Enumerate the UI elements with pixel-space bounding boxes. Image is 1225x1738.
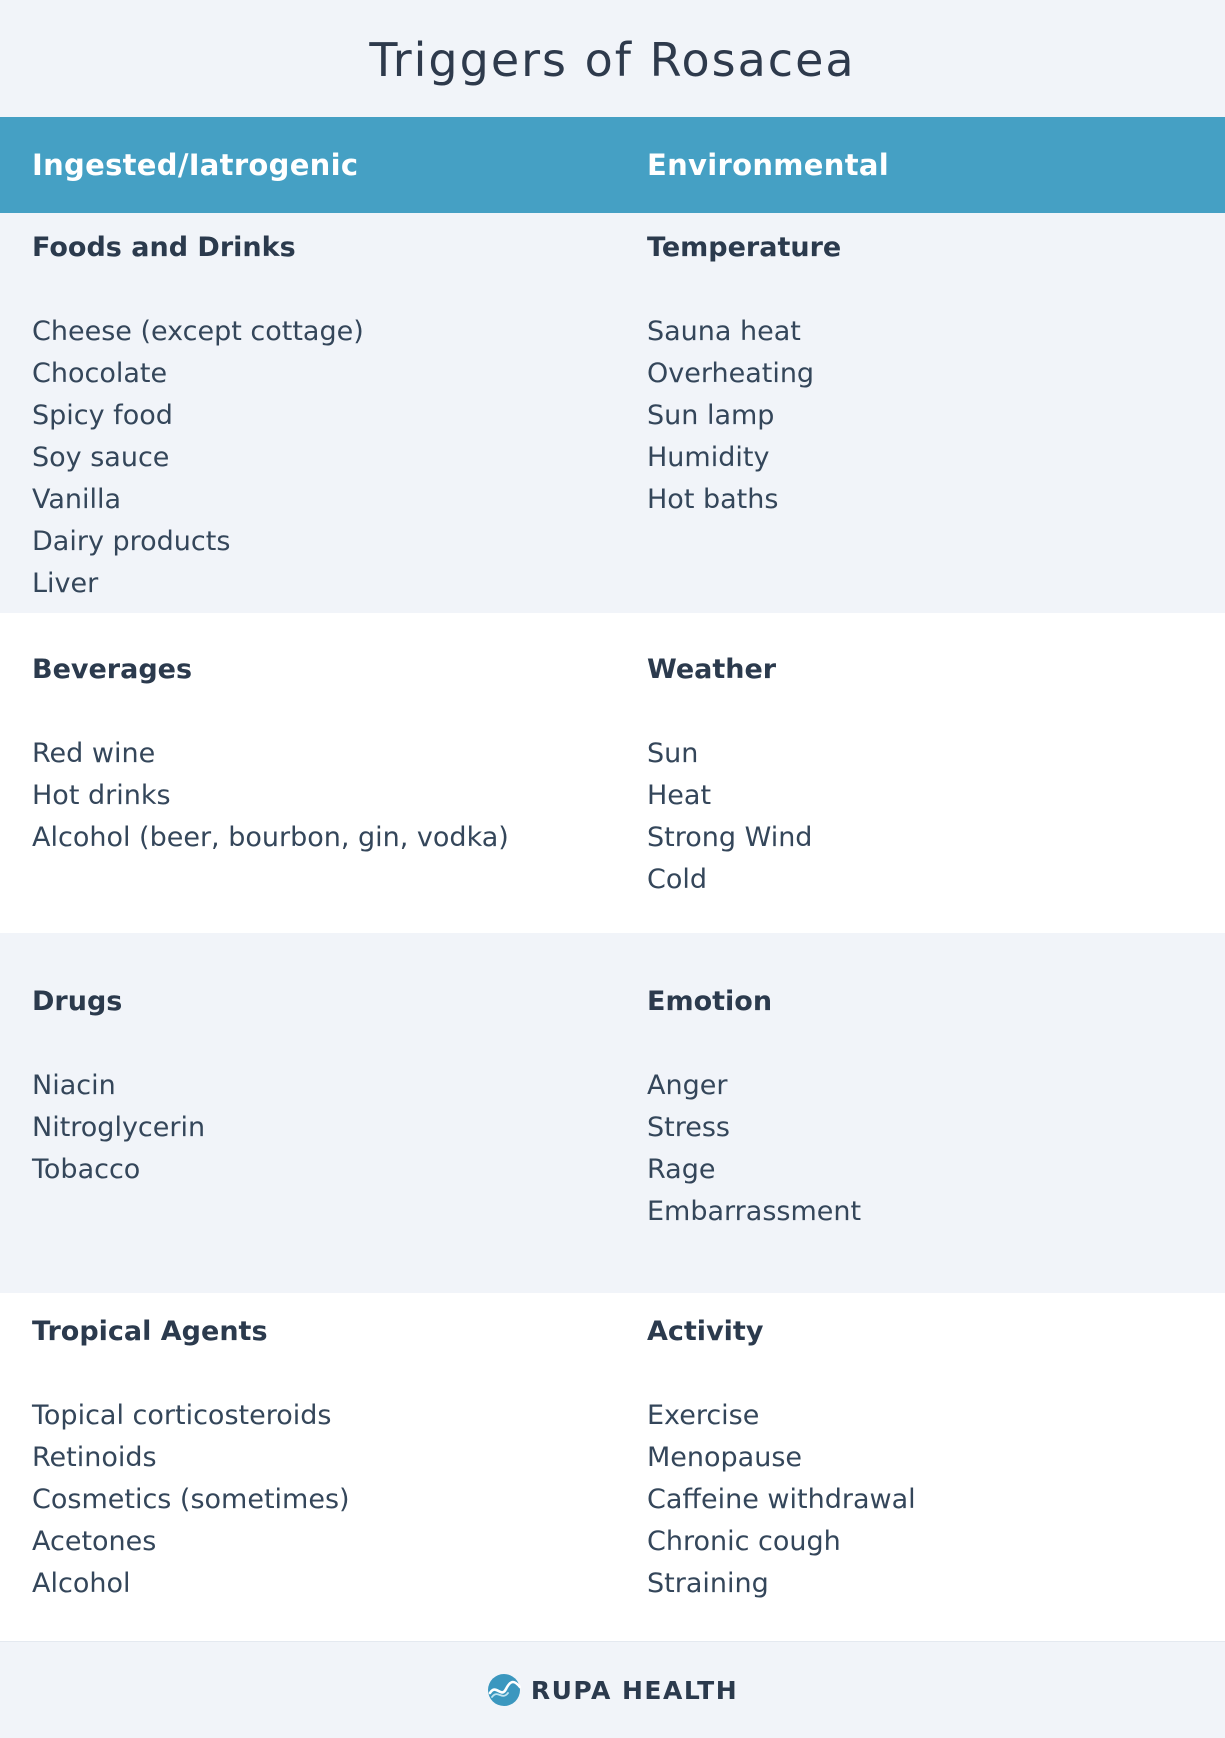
category-label: Temperature <box>647 232 842 263</box>
list-item: Alcohol <box>32 1568 131 1599</box>
trigger-list <box>647 733 812 901</box>
trigger-list <box>647 1065 861 1233</box>
list-item: Nitroglycerin <box>32 1112 206 1143</box>
list-item: Hot drinks <box>32 780 171 811</box>
cell-activity <box>647 1311 916 1605</box>
list-item: Dairy products <box>32 526 231 557</box>
list-item: Vanilla <box>32 484 122 515</box>
category-label: Activity <box>647 1316 764 1347</box>
category-label: Beverages <box>32 654 193 685</box>
list-item: Spicy food <box>32 400 173 431</box>
category-label: Emotion <box>647 986 773 1017</box>
list-item: Exercise <box>647 1400 760 1431</box>
list-item: Caffeine withdrawal <box>647 1484 916 1515</box>
list-item: Heat <box>647 780 712 811</box>
trigger-list <box>647 1395 916 1605</box>
table-row <box>0 613 1225 933</box>
cell-beverages <box>32 649 509 859</box>
rupa-health-logo-icon <box>487 1673 521 1707</box>
list-item: Cold <box>647 864 708 895</box>
cell-drugs <box>32 981 205 1191</box>
title-band <box>0 0 1225 117</box>
list-item: Stress <box>647 1112 730 1143</box>
brand-logo <box>487 1673 738 1707</box>
list-item: Chocolate <box>32 358 168 389</box>
list-item: Chronic cough <box>647 1526 841 1557</box>
list-item: Soy sauce <box>32 442 170 473</box>
category-label: Weather <box>647 654 777 685</box>
list-item: Liver <box>32 568 99 599</box>
table-header-row <box>0 117 1225 213</box>
list-item: Tobacco <box>32 1154 141 1185</box>
header-environmental: Environmental <box>647 148 889 182</box>
list-item: Niacin <box>32 1070 116 1101</box>
list-item: Sauna heat <box>647 316 801 347</box>
list-item: Rage <box>647 1154 716 1185</box>
list-item: Straining <box>647 1568 769 1599</box>
trigger-list <box>647 311 841 521</box>
list-item: Menopause <box>647 1442 803 1473</box>
list-item: Red wine <box>32 738 156 769</box>
list-item: Retinoids <box>32 1442 157 1473</box>
table-row <box>0 213 1225 613</box>
list-item: Anger <box>647 1070 728 1101</box>
list-item: Humidity <box>647 442 770 473</box>
list-item: Overheating <box>647 358 815 389</box>
list-item: Embarrassment <box>647 1196 862 1227</box>
trigger-list <box>32 1395 350 1605</box>
table-row <box>0 933 1225 1293</box>
footer <box>0 1641 1225 1738</box>
list-item: Sun <box>647 738 699 769</box>
trigger-list <box>32 1065 205 1191</box>
brand-name: RUPA HEALTH <box>530 1675 739 1705</box>
list-item: Topical corticosteroids <box>32 1400 332 1431</box>
trigger-list <box>32 311 364 605</box>
list-item: Strong Wind <box>647 822 813 853</box>
category-label: Foods and Drinks <box>32 232 296 263</box>
cell-temperature <box>647 227 841 521</box>
category-label: Tropical Agents <box>32 1316 268 1347</box>
category-label: Drugs <box>32 986 123 1017</box>
cell-weather <box>647 649 812 901</box>
list-item: Sun lamp <box>647 400 775 431</box>
trigger-list <box>32 733 509 859</box>
cell-emotion <box>647 981 861 1233</box>
table-row <box>0 1293 1225 1641</box>
list-item: Hot baths <box>647 484 779 515</box>
list-item: Alcohol (beer, bourbon, gin, vodka) <box>32 822 509 853</box>
list-item: Cosmetics (sometimes) <box>32 1484 350 1515</box>
cell-foods-and-drinks <box>32 227 364 605</box>
cell-tropical-agents <box>32 1311 350 1605</box>
list-item: Acetones <box>32 1526 157 1557</box>
header-ingested: Ingested/Iatrogenic <box>32 148 359 182</box>
list-item: Cheese (except cottage) <box>32 316 364 347</box>
page-title: Triggers of Rosacea <box>369 32 856 87</box>
